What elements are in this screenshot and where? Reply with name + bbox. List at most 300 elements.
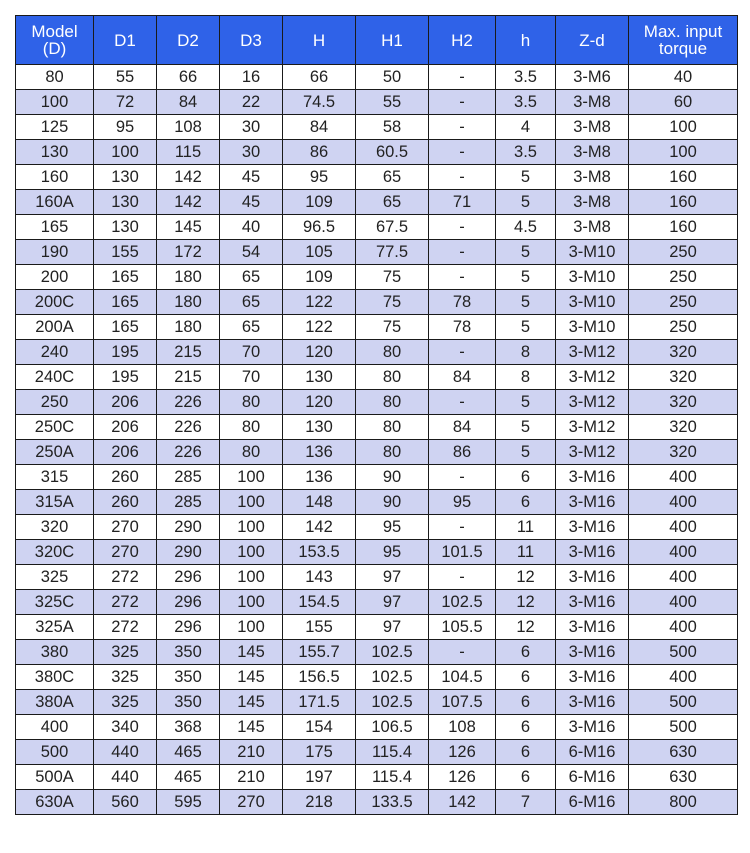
table-cell: -	[429, 265, 496, 290]
table-cell: 400	[629, 540, 738, 565]
table-cell: 65	[220, 265, 283, 290]
model-cell: 380A	[16, 690, 94, 715]
table-cell: 210	[220, 765, 283, 790]
table-cell: 270	[220, 790, 283, 815]
table-cell: 107.5	[429, 690, 496, 715]
table-cell: 5	[496, 440, 556, 465]
table-cell: 350	[157, 690, 220, 715]
table-cell: 97	[356, 615, 429, 640]
table-cell: 40	[220, 215, 283, 240]
model-cell: 325	[16, 565, 94, 590]
table-cell: 155	[283, 615, 356, 640]
table-cell: 172	[157, 240, 220, 265]
table-cell: 3-M16	[556, 690, 629, 715]
table-row	[16, 740, 738, 765]
table-cell: 90	[356, 490, 429, 515]
table-cell: 22	[220, 90, 283, 115]
table-cell: 78	[429, 290, 496, 315]
table-cell: 101.5	[429, 540, 496, 565]
table-cell: 6	[496, 715, 556, 740]
table-cell: 155.7	[283, 640, 356, 665]
table-cell: 8	[496, 365, 556, 390]
table-cell: 108	[157, 115, 220, 140]
table-cell: 171.5	[283, 690, 356, 715]
table-cell: 12	[496, 590, 556, 615]
table-row	[16, 440, 738, 465]
table-cell: 30	[220, 115, 283, 140]
table-cell: 226	[157, 440, 220, 465]
table-cell: 465	[157, 740, 220, 765]
table-cell: 3-M8	[556, 90, 629, 115]
column-header: D3	[220, 16, 283, 65]
model-cell: 380	[16, 640, 94, 665]
column-header: D2	[157, 16, 220, 65]
table-cell: 3-M8	[556, 215, 629, 240]
table-cell: 5	[496, 390, 556, 415]
table-cell: 100	[629, 140, 738, 165]
column-header: D1	[94, 16, 157, 65]
table-cell: 11	[496, 540, 556, 565]
table-cell: 197	[283, 765, 356, 790]
table-cell: 6	[496, 740, 556, 765]
table-cell: 30	[220, 140, 283, 165]
table-cell: 97	[356, 590, 429, 615]
table-cell: 155	[94, 240, 157, 265]
table-cell: 3-M16	[556, 540, 629, 565]
table-cell: 320	[629, 440, 738, 465]
table-cell: 75	[356, 315, 429, 340]
table-cell: 160	[629, 190, 738, 215]
model-cell: 240C	[16, 365, 94, 390]
table-cell: 3-M8	[556, 165, 629, 190]
model-cell: 165	[16, 215, 94, 240]
table-cell: 102.5	[356, 665, 429, 690]
table-cell: 58	[356, 115, 429, 140]
table-row	[16, 615, 738, 640]
table-cell: 3.5	[496, 90, 556, 115]
table-row	[16, 765, 738, 790]
table-cell: 560	[94, 790, 157, 815]
specification-table-container	[15, 15, 737, 815]
table-row	[16, 315, 738, 340]
table-cell: 65	[356, 165, 429, 190]
table-cell: 400	[629, 565, 738, 590]
table-cell: 215	[157, 365, 220, 390]
model-cell: 500A	[16, 765, 94, 790]
table-cell: 500	[629, 715, 738, 740]
model-cell: 125	[16, 115, 94, 140]
table-row	[16, 540, 738, 565]
table-cell: 130	[283, 365, 356, 390]
table-cell: 250	[629, 240, 738, 265]
table-cell: 595	[157, 790, 220, 815]
table-cell: 3-M16	[556, 715, 629, 740]
table-cell: 250	[629, 265, 738, 290]
column-header: H	[283, 16, 356, 65]
table-cell: 96.5	[283, 215, 356, 240]
table-cell: 133.5	[356, 790, 429, 815]
table-cell: 40	[629, 65, 738, 90]
model-cell: 250C	[16, 415, 94, 440]
table-cell: 6-M16	[556, 765, 629, 790]
table-cell: -	[429, 465, 496, 490]
table-cell: 95	[356, 540, 429, 565]
column-header: Z-d	[556, 16, 629, 65]
table-cell: 6	[496, 765, 556, 790]
table-cell: 126	[429, 765, 496, 790]
table-cell: 3-M10	[556, 290, 629, 315]
table-cell: 3-M10	[556, 240, 629, 265]
specification-table	[15, 15, 738, 815]
table-row	[16, 715, 738, 740]
table-cell: 75	[356, 265, 429, 290]
model-cell: 325C	[16, 590, 94, 615]
column-header: Model (D)	[16, 16, 94, 65]
table-cell: 6	[496, 665, 556, 690]
table-cell: 3-M10	[556, 265, 629, 290]
table-cell: 84	[157, 90, 220, 115]
table-cell: 206	[94, 415, 157, 440]
model-cell: 325A	[16, 615, 94, 640]
table-cell: 296	[157, 590, 220, 615]
table-cell: 272	[94, 590, 157, 615]
table-cell: 5	[496, 290, 556, 315]
table-cell: 400	[629, 615, 738, 640]
table-cell: 100	[220, 565, 283, 590]
table-cell: 77.5	[356, 240, 429, 265]
table-cell: 75	[356, 290, 429, 315]
table-row	[16, 340, 738, 365]
table-cell: -	[429, 340, 496, 365]
table-cell: 142	[157, 165, 220, 190]
table-cell: 100	[220, 465, 283, 490]
model-cell: 200C	[16, 290, 94, 315]
table-cell: 3.5	[496, 140, 556, 165]
table-cell: 115	[157, 140, 220, 165]
table-cell: 153.5	[283, 540, 356, 565]
table-cell: 80	[220, 390, 283, 415]
table-row	[16, 390, 738, 415]
table-cell: 145	[220, 665, 283, 690]
table-cell: 290	[157, 540, 220, 565]
model-cell: 250	[16, 390, 94, 415]
table-cell: 500	[629, 690, 738, 715]
table-cell: 97	[356, 565, 429, 590]
table-cell: 285	[157, 490, 220, 515]
model-cell: 130	[16, 140, 94, 165]
table-cell: 6	[496, 490, 556, 515]
table-cell: 325	[94, 665, 157, 690]
table-cell: 70	[220, 340, 283, 365]
table-cell: 5	[496, 315, 556, 340]
table-cell: 206	[94, 390, 157, 415]
table-cell: 165	[94, 265, 157, 290]
table-cell: 3-M16	[556, 590, 629, 615]
model-cell: 160A	[16, 190, 94, 215]
table-cell: 66	[283, 65, 356, 90]
model-cell: 320	[16, 515, 94, 540]
table-cell: 130	[94, 215, 157, 240]
table-cell: 80	[356, 340, 429, 365]
table-cell: 120	[283, 340, 356, 365]
table-cell: -	[429, 390, 496, 415]
table-cell: 100	[629, 115, 738, 140]
table-cell: 4	[496, 115, 556, 140]
table-cell: 71	[429, 190, 496, 215]
table-cell: -	[429, 115, 496, 140]
table-cell: -	[429, 90, 496, 115]
table-cell: 290	[157, 515, 220, 540]
table-cell: 8	[496, 340, 556, 365]
table-cell: 70	[220, 365, 283, 390]
table-cell: 104.5	[429, 665, 496, 690]
table-cell: 6-M16	[556, 740, 629, 765]
table-cell: 142	[429, 790, 496, 815]
table-cell: -	[429, 65, 496, 90]
table-cell: 296	[157, 565, 220, 590]
table-cell: 210	[220, 740, 283, 765]
table-cell: 60	[629, 90, 738, 115]
table-cell: 206	[94, 440, 157, 465]
table-row	[16, 790, 738, 815]
table-cell: 130	[94, 165, 157, 190]
table-row	[16, 190, 738, 215]
table-cell: 102.5	[429, 590, 496, 615]
model-cell: 100	[16, 90, 94, 115]
table-cell: 3-M16	[556, 565, 629, 590]
table-cell: 65	[220, 315, 283, 340]
table-cell: 86	[283, 140, 356, 165]
model-cell: 320C	[16, 540, 94, 565]
table-cell: 80	[220, 440, 283, 465]
model-cell: 400	[16, 715, 94, 740]
model-cell: 80	[16, 65, 94, 90]
table-cell: 296	[157, 615, 220, 640]
column-header: Max. input torque	[629, 16, 738, 65]
table-cell: 440	[94, 765, 157, 790]
table-cell: 100	[94, 140, 157, 165]
table-cell: 11	[496, 515, 556, 540]
table-cell: 78	[429, 315, 496, 340]
table-cell: 3-M16	[556, 515, 629, 540]
table-cell: 154.5	[283, 590, 356, 615]
table-cell: 154	[283, 715, 356, 740]
table-cell: 325	[94, 640, 157, 665]
table-cell: 160	[629, 165, 738, 190]
table-cell: 195	[94, 340, 157, 365]
table-cell: 100	[220, 615, 283, 640]
table-cell: 65	[356, 190, 429, 215]
table-cell: 100	[220, 490, 283, 515]
table-cell: 126	[429, 740, 496, 765]
table-cell: 86	[429, 440, 496, 465]
table-cell: 226	[157, 415, 220, 440]
table-cell: 250	[629, 315, 738, 340]
table-cell: 148	[283, 490, 356, 515]
model-cell: 630A	[16, 790, 94, 815]
model-cell: 200	[16, 265, 94, 290]
table-cell: 175	[283, 740, 356, 765]
table-cell: 7	[496, 790, 556, 815]
model-cell: 380C	[16, 665, 94, 690]
table-cell: 3-M12	[556, 440, 629, 465]
table-cell: 74.5	[283, 90, 356, 115]
table-cell: 50	[356, 65, 429, 90]
table-cell: 630	[629, 740, 738, 765]
table-cell: 5	[496, 165, 556, 190]
table-cell: 115.4	[356, 740, 429, 765]
table-cell: 3-M12	[556, 340, 629, 365]
table-cell: 122	[283, 290, 356, 315]
table-cell: 55	[94, 65, 157, 90]
table-cell: 66	[157, 65, 220, 90]
table-cell: 260	[94, 490, 157, 515]
column-header: H2	[429, 16, 496, 65]
table-cell: 80	[220, 415, 283, 440]
table-cell: 136	[283, 440, 356, 465]
table-cell: 285	[157, 465, 220, 490]
table-cell: 400	[629, 590, 738, 615]
table-cell: 80	[356, 365, 429, 390]
table-row	[16, 165, 738, 190]
table-cell: -	[429, 640, 496, 665]
table-cell: 5	[496, 415, 556, 440]
table-cell: 45	[220, 165, 283, 190]
table-cell: -	[429, 515, 496, 540]
table-cell: 218	[283, 790, 356, 815]
table-row	[16, 515, 738, 540]
table-cell: 440	[94, 740, 157, 765]
table-cell: 80	[356, 390, 429, 415]
table-cell: 130	[283, 415, 356, 440]
table-row	[16, 215, 738, 240]
model-cell: 315	[16, 465, 94, 490]
table-cell: 84	[283, 115, 356, 140]
table-cell: 95	[356, 515, 429, 540]
table-cell: 3-M8	[556, 140, 629, 165]
table-cell: 80	[356, 415, 429, 440]
table-cell: 180	[157, 265, 220, 290]
table-cell: 272	[94, 615, 157, 640]
table-cell: 5	[496, 265, 556, 290]
table-row	[16, 140, 738, 165]
table-cell: 325	[94, 690, 157, 715]
table-cell: 145	[220, 640, 283, 665]
table-row	[16, 665, 738, 690]
table-row	[16, 640, 738, 665]
table-cell: -	[429, 165, 496, 190]
table-cell: 3-M16	[556, 615, 629, 640]
table-cell: 84	[429, 415, 496, 440]
table-cell: 122	[283, 315, 356, 340]
table-cell: -	[429, 215, 496, 240]
table-row	[16, 415, 738, 440]
table-cell: 105	[283, 240, 356, 265]
table-cell: 3-M16	[556, 640, 629, 665]
table-cell: 630	[629, 765, 738, 790]
table-cell: -	[429, 240, 496, 265]
table-row	[16, 290, 738, 315]
table-cell: 226	[157, 390, 220, 415]
table-header	[16, 16, 738, 65]
model-cell: 160	[16, 165, 94, 190]
table-cell: 55	[356, 90, 429, 115]
table-cell: 3-M8	[556, 115, 629, 140]
table-cell: 270	[94, 515, 157, 540]
table-cell: 5	[496, 240, 556, 265]
table-row	[16, 365, 738, 390]
table-cell: 368	[157, 715, 220, 740]
table-cell: 6	[496, 465, 556, 490]
table-cell: 143	[283, 565, 356, 590]
table-cell: 6-M16	[556, 790, 629, 815]
table-cell: 500	[629, 640, 738, 665]
table-cell: 3-M16	[556, 465, 629, 490]
table-cell: 115.4	[356, 765, 429, 790]
table-row	[16, 90, 738, 115]
table-cell: 180	[157, 290, 220, 315]
header-row	[16, 16, 738, 65]
table-row	[16, 565, 738, 590]
table-cell: 3.5	[496, 65, 556, 90]
table-cell: 109	[283, 265, 356, 290]
table-cell: 145	[157, 215, 220, 240]
table-cell: 3-M10	[556, 315, 629, 340]
table-cell: 5	[496, 190, 556, 215]
table-cell: 400	[629, 665, 738, 690]
table-cell: 100	[220, 540, 283, 565]
table-cell: 95	[429, 490, 496, 515]
table-cell: 3-M16	[556, 665, 629, 690]
table-cell: 3-M6	[556, 65, 629, 90]
table-cell: 465	[157, 765, 220, 790]
table-cell: 320	[629, 340, 738, 365]
table-cell: 109	[283, 190, 356, 215]
table-cell: 65	[220, 290, 283, 315]
table-row	[16, 490, 738, 515]
table-cell: 320	[629, 415, 738, 440]
table-cell: 12	[496, 565, 556, 590]
table-cell: 130	[94, 190, 157, 215]
table-cell: 12	[496, 615, 556, 640]
table-cell: 142	[283, 515, 356, 540]
table-cell: 800	[629, 790, 738, 815]
table-cell: 260	[94, 465, 157, 490]
table-cell: 90	[356, 465, 429, 490]
table-cell: 3-M12	[556, 365, 629, 390]
column-header: H1	[356, 16, 429, 65]
table-cell: 160	[629, 215, 738, 240]
table-cell: 136	[283, 465, 356, 490]
table-cell: 80	[356, 440, 429, 465]
table-row	[16, 65, 738, 90]
table-row	[16, 240, 738, 265]
table-cell: 45	[220, 190, 283, 215]
table-cell: 350	[157, 665, 220, 690]
column-header: h	[496, 16, 556, 65]
table-cell: 400	[629, 465, 738, 490]
table-body	[16, 65, 738, 815]
table-cell: 3-M12	[556, 415, 629, 440]
table-cell: 3-M16	[556, 490, 629, 515]
table-cell: 102.5	[356, 690, 429, 715]
model-cell: 240	[16, 340, 94, 365]
table-cell: 102.5	[356, 640, 429, 665]
table-cell: 250	[629, 290, 738, 315]
table-cell: 120	[283, 390, 356, 415]
table-cell: 400	[629, 490, 738, 515]
table-cell: 3-M8	[556, 190, 629, 215]
